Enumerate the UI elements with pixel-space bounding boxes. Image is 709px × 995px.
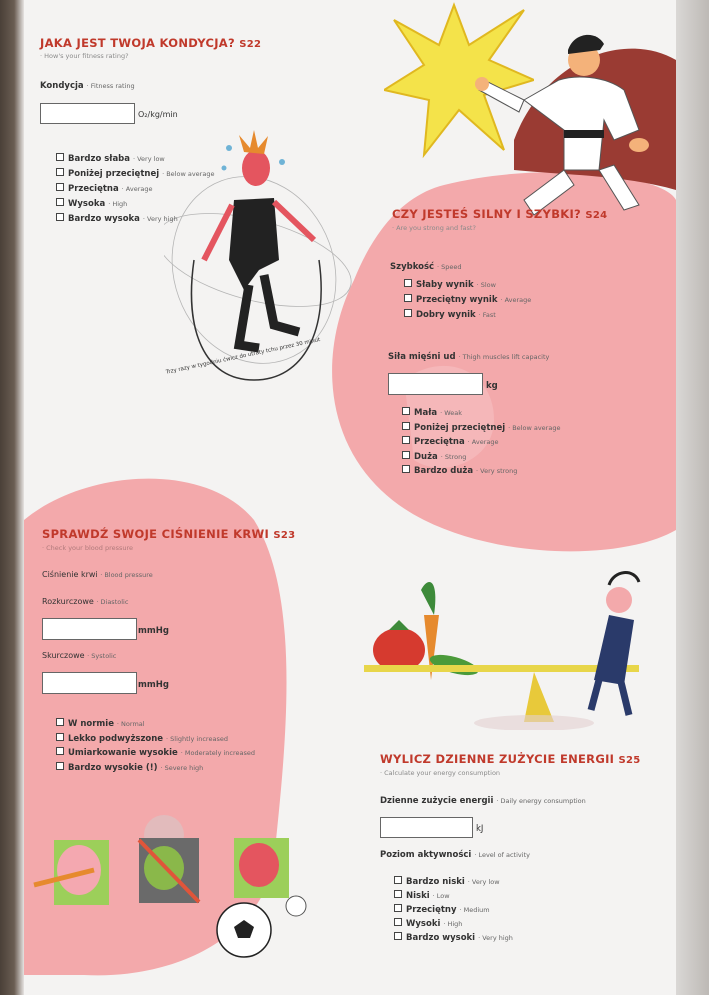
checkbox[interactable] — [56, 198, 64, 206]
speed-option[interactable]: Przeciętny wynik · Average — [404, 293, 531, 308]
section-title-s23: SPRAWDŹ SWOJE CIŚNIENIE KRWI S23 — [42, 527, 296, 541]
systolic-unit: mmHg — [138, 680, 169, 690]
activity-option[interactable]: Przeciętny · Medium — [394, 903, 513, 917]
fitness-options — [56, 152, 214, 227]
bp-option[interactable]: Lekko podwyższone · Slightly increased — [56, 732, 255, 747]
fitness-option[interactable]: Bardzo słaba · Very low — [56, 152, 214, 167]
activity-option[interactable]: Wysoki · High — [394, 917, 513, 931]
checkbox[interactable] — [404, 279, 412, 287]
seesaw-vegetables-icon — [359, 560, 659, 730]
speed-options — [404, 278, 531, 323]
section-subtitle-s22: · How's your fitness rating? — [40, 52, 129, 60]
checkbox[interactable] — [402, 407, 410, 415]
thigh-option[interactable]: Bardzo duża · Very strong — [402, 464, 560, 479]
section-subtitle-s24: · Are you strong and fast? — [392, 224, 476, 232]
energy-unit: kJ — [476, 824, 484, 834]
thigh-options — [402, 406, 560, 479]
thigh-option[interactable]: Mała · Weak — [402, 406, 560, 421]
checkbox[interactable] — [404, 294, 412, 302]
checkbox[interactable] — [402, 436, 410, 444]
activity-option[interactable]: Bardzo wysoki · Very high — [394, 931, 513, 945]
bp-option[interactable]: Bardzo wysokie (!) · Severe high — [56, 761, 255, 776]
curved-motto-text: Trzy razy w tygodniu ćwicz do utraty tchu przez 30 minut — [165, 337, 321, 376]
checkbox[interactable] — [56, 168, 64, 176]
activity-options — [394, 875, 513, 945]
fitness-option[interactable]: Przeciętna · Average — [56, 182, 214, 197]
section-title-s22: JAKA JEST TWOJA KONDYCJA? S22 — [40, 36, 262, 50]
energy-label: Dzienne zużycie energii · Daily energy consumption — [380, 796, 586, 806]
activity-option[interactable]: Niski · Low — [394, 889, 513, 903]
checkbox[interactable] — [394, 918, 402, 926]
checkbox[interactable] — [394, 904, 402, 912]
checkbox[interactable] — [56, 718, 64, 726]
diastolic-input[interactable] — [42, 618, 137, 640]
section-title-s25: WYLICZ DZIENNE ZUŻYCIE ENERGII S25 — [380, 752, 641, 766]
fitness-input[interactable] — [40, 103, 135, 124]
worksheet-page — [24, 0, 676, 995]
energy-input[interactable] — [380, 817, 473, 838]
checkbox[interactable] — [56, 153, 64, 161]
checkbox[interactable] — [394, 876, 402, 884]
food-faces-illustration-icon — [24, 810, 324, 970]
section-title-s24: CZY JESTEŚ SILNY I SZYBKI? S24 — [392, 207, 608, 221]
bp-option[interactable]: W normie · Normal — [56, 717, 255, 732]
diastolic-unit: mmHg — [138, 626, 169, 636]
activity-label: Poziom aktywności · Level of activity — [380, 850, 530, 860]
diastolic-label: Rozkurczowe · Diastolic — [42, 597, 129, 606]
checkbox[interactable] — [56, 213, 64, 221]
checkbox[interactable] — [394, 932, 402, 940]
bp-option[interactable]: Umiarkowanie wysokie · Moderately increased — [56, 746, 255, 761]
karate-fighter-icon — [464, 20, 664, 230]
checkbox[interactable] — [402, 465, 410, 473]
checkbox[interactable] — [56, 747, 64, 755]
checkbox[interactable] — [394, 890, 402, 898]
thigh-unit: kg — [486, 381, 498, 391]
bp-label: Ciśnienie krwi · Blood pressure — [42, 570, 153, 579]
thigh-label: Siła mięśni ud · Thigh muscles lift capacity — [388, 352, 550, 362]
section-subtitle-s23: · Check your blood pressure — [42, 544, 134, 552]
checkbox[interactable] — [404, 309, 412, 317]
checkbox[interactable] — [402, 451, 410, 459]
activity-option[interactable]: Bardzo niski · Very low — [394, 875, 513, 889]
thigh-option[interactable]: Poniżej przeciętnej · Below average — [402, 421, 560, 436]
systolic-input[interactable] — [42, 672, 137, 694]
checkbox[interactable] — [56, 733, 64, 741]
speed-label: Szybkość · Speed — [390, 262, 462, 272]
thigh-input[interactable] — [388, 373, 483, 395]
fitness-option[interactable]: Bardzo wysoka · Very high — [56, 212, 214, 227]
checkbox[interactable] — [56, 183, 64, 191]
fitness-unit: O₂/kg/min — [138, 110, 178, 119]
fitness-option[interactable]: Poniżej przeciętnej · Below average — [56, 167, 214, 182]
thigh-option[interactable]: Duża · Strong — [402, 450, 560, 465]
thigh-option[interactable]: Przeciętna · Average — [402, 435, 560, 450]
bp-options — [56, 717, 255, 775]
checkbox[interactable] — [402, 422, 410, 430]
speed-option[interactable]: Słaby wynik · Slow — [404, 278, 531, 293]
checkbox[interactable] — [56, 762, 64, 770]
section-subtitle-s25: · Calculate your energy consumption — [380, 769, 501, 777]
fitness-label: Kondycja · Fitness rating — [40, 81, 135, 91]
fitness-option[interactable]: Wysoka · High — [56, 197, 214, 212]
speed-option[interactable]: Dobry wynik · Fast — [404, 308, 531, 323]
systolic-label: Skurczowe · Systolic — [42, 651, 117, 660]
